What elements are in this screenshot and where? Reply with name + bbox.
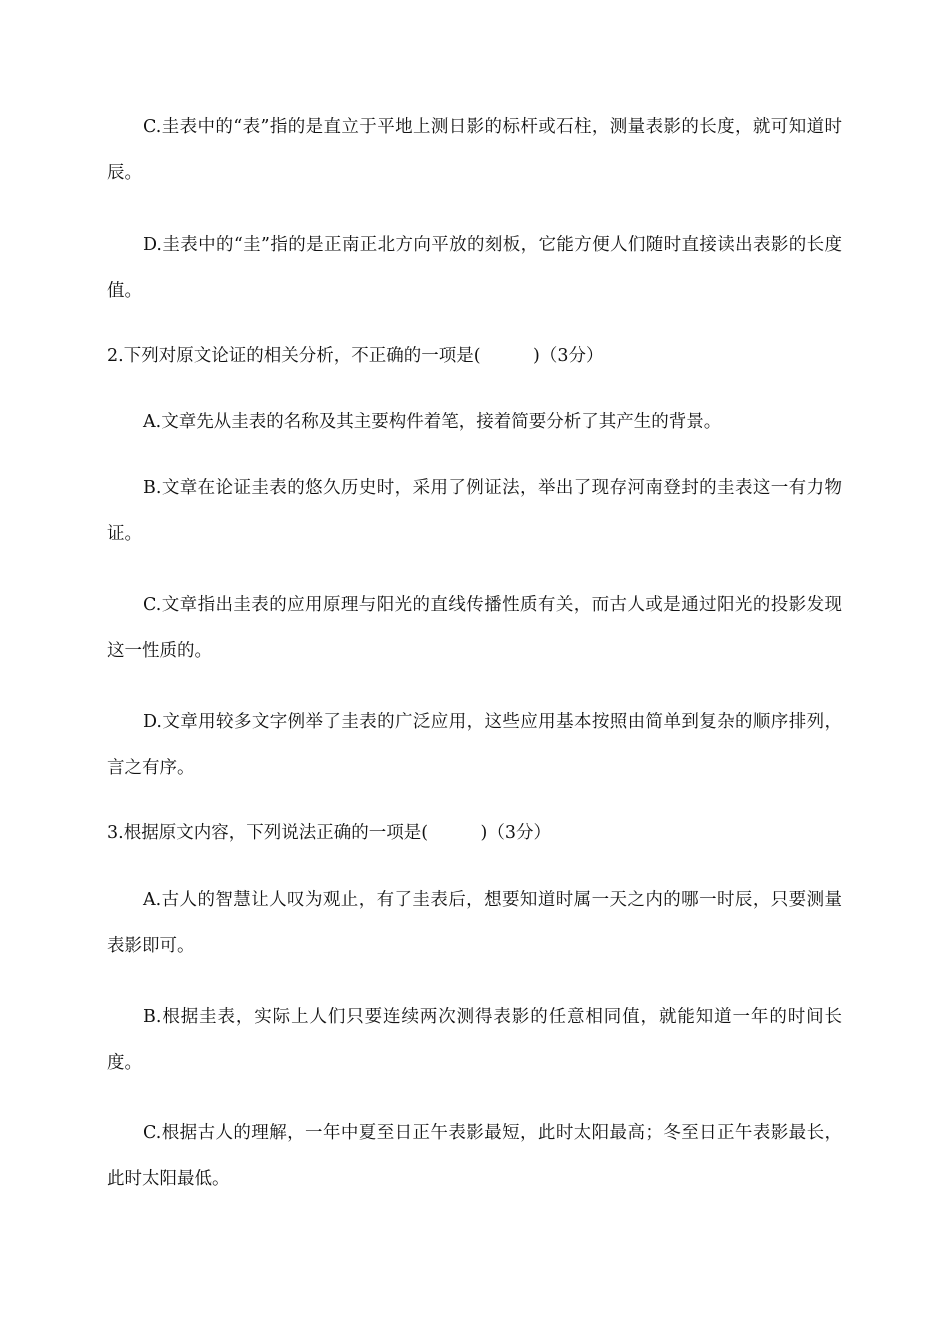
q2-option-a: A.文章先从圭表的名称及其主要构件着笔，接着简要分析了其产生的背景。 — [143, 412, 722, 432]
q3-option-c: C.根据古人的理解，一年中夏至日正午表影最短，此时太阳最高；冬至日正午表影最长，此时太阳最低。 — [107, 1123, 842, 1189]
q2-stem: 2.下列对原文论证的相关分析，不正确的一项是( )（3分） — [107, 346, 604, 366]
q3-option-a: A.古人的智慧让人叹为观止，有了圭表后，想要知道时属一天之内的哪一时辰，只要测量表影即可。 — [107, 890, 842, 956]
q3-option-b: B.根据圭表，实际上人们只要连续两次测得表影的任意相同值，就能知道一年的时间长度。 — [107, 1007, 842, 1073]
q2-option-d: D.文章用较多文字例举了圭表的广泛应用，这些应用基本按照由简单到复杂的顺序排列，言之有序。 — [107, 712, 842, 778]
q3-stem: 3.根据原文内容，下列说法正确的一项是( )（3分） — [107, 823, 551, 843]
q2-option-c: C.文章指出圭表的应用原理与阳光的直线传播性质有关，而古人或是通过阳光的投影发现这一性质的。 — [107, 595, 842, 661]
q1-option-c: C.圭表中的“表”指的是直立于平地上测日影的标杆或石柱，测量表影的长度，就可知道时辰。 — [107, 117, 842, 183]
q2-option-b: B.文章在论证圭表的悠久历史时，采用了例证法，举出了现存河南登封的圭表这一有力物证。 — [107, 478, 842, 544]
q1-option-d: D.圭表中的“圭”指的是正南正北方向平放的刻板，它能方便人们随时直接读出表影的长度值。 — [107, 235, 842, 301]
